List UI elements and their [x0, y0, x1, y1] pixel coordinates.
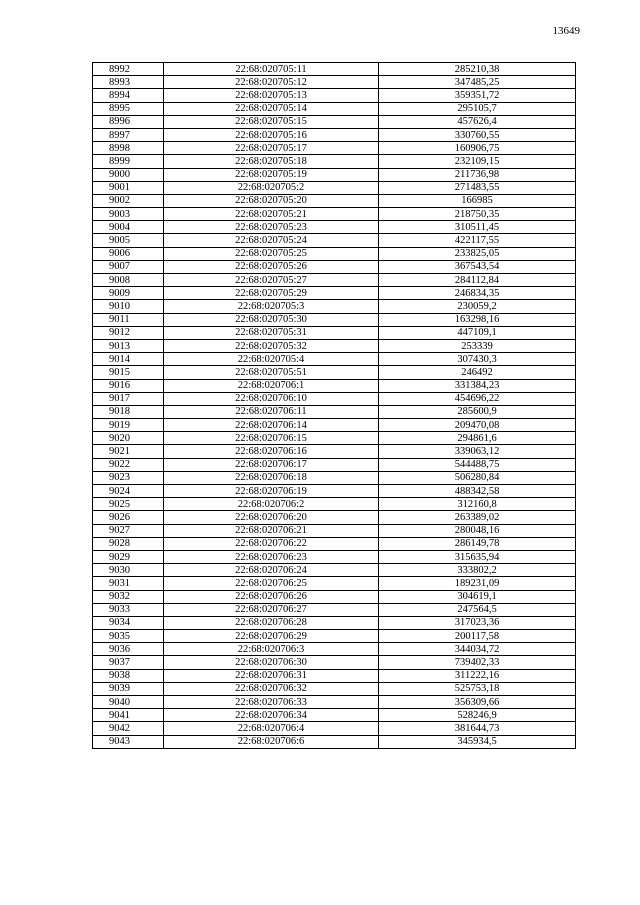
cadastral-number-cell: 22:68:020706:28 — [164, 616, 379, 629]
value-cell: 359351,72 — [379, 89, 576, 102]
cadastral-number-cell: 22:68:020706:18 — [164, 471, 379, 484]
cadastral-number-cell: 22:68:020705:26 — [164, 260, 379, 273]
cadastral-number-cell: 22:68:020706:6 — [164, 735, 379, 748]
table-row — [93, 577, 576, 590]
row-number-cell: 9039 — [93, 682, 164, 695]
table-row — [93, 339, 576, 352]
table-row — [93, 564, 576, 577]
table-row — [93, 630, 576, 643]
cadastral-number-cell: 22:68:020705:3 — [164, 300, 379, 313]
value-cell: 285210,38 — [379, 63, 576, 76]
value-cell: 284112,84 — [379, 274, 576, 287]
cadastral-number-cell: 22:68:020705:16 — [164, 128, 379, 141]
table-row — [93, 445, 576, 458]
value-cell: 312160,8 — [379, 498, 576, 511]
value-cell: 246834,35 — [379, 287, 576, 300]
row-number-cell: 9032 — [93, 590, 164, 603]
value-cell: 506280,84 — [379, 471, 576, 484]
value-cell: 200117,58 — [379, 630, 576, 643]
row-number-cell: 9002 — [93, 194, 164, 207]
cadastral-number-cell: 22:68:020705:14 — [164, 102, 379, 115]
cadastral-number-cell: 22:68:020705:25 — [164, 247, 379, 260]
table-row — [93, 366, 576, 379]
row-number-cell: 8997 — [93, 128, 164, 141]
table-row — [93, 458, 576, 471]
row-number-cell: 9040 — [93, 696, 164, 709]
value-cell: 317023,36 — [379, 616, 576, 629]
table-row — [93, 550, 576, 563]
value-cell: 310511,45 — [379, 221, 576, 234]
cadastral-number-cell: 22:68:020706:1 — [164, 379, 379, 392]
table-row — [93, 735, 576, 748]
cadastral-number-cell: 22:68:020706:27 — [164, 603, 379, 616]
table-row — [93, 353, 576, 366]
table-row — [93, 76, 576, 89]
row-number-cell: 9028 — [93, 537, 164, 550]
value-cell: 271483,55 — [379, 181, 576, 194]
value-cell: 211736,98 — [379, 168, 576, 181]
cadastral-number-cell: 22:68:020705:20 — [164, 194, 379, 207]
table-row — [93, 709, 576, 722]
row-number-cell: 9029 — [93, 550, 164, 563]
cadastral-number-cell: 22:68:020705:27 — [164, 274, 379, 287]
value-cell: 166985 — [379, 194, 576, 207]
value-cell: 230059,2 — [379, 300, 576, 313]
cadastral-number-cell: 22:68:020705:15 — [164, 115, 379, 128]
value-cell: 160906,75 — [379, 142, 576, 155]
row-number-cell: 9037 — [93, 656, 164, 669]
table-row — [93, 326, 576, 339]
table-row — [93, 392, 576, 405]
cadastral-number-cell: 22:68:020705:21 — [164, 208, 379, 221]
row-number-cell: 9020 — [93, 432, 164, 445]
row-number-cell: 9041 — [93, 709, 164, 722]
table-row — [93, 603, 576, 616]
row-number-cell: 9006 — [93, 247, 164, 260]
row-number-cell: 9025 — [93, 498, 164, 511]
value-cell: 339063,12 — [379, 445, 576, 458]
cadastral-number-cell: 22:68:020705:30 — [164, 313, 379, 326]
cadastral-number-cell: 22:68:020706:17 — [164, 458, 379, 471]
table-row — [93, 379, 576, 392]
row-number-cell: 9027 — [93, 524, 164, 537]
cadastral-number-cell: 22:68:020706:31 — [164, 669, 379, 682]
table-row — [93, 260, 576, 273]
row-number-cell: 9011 — [93, 313, 164, 326]
cadastral-number-cell: 22:68:020706:16 — [164, 445, 379, 458]
cadastral-number-cell: 22:68:020705:29 — [164, 287, 379, 300]
value-cell: 739402,33 — [379, 656, 576, 669]
row-number-cell: 9017 — [93, 392, 164, 405]
cadastral-number-cell: 22:68:020706:2 — [164, 498, 379, 511]
row-number-cell: 8998 — [93, 142, 164, 155]
table-row — [93, 247, 576, 260]
value-cell: 525753,18 — [379, 682, 576, 695]
row-number-cell: 9031 — [93, 577, 164, 590]
table-row — [93, 168, 576, 181]
table-row — [93, 643, 576, 656]
page-number: 13649 — [552, 25, 580, 37]
value-cell: 294861,6 — [379, 432, 576, 445]
value-cell: 422117,55 — [379, 234, 576, 247]
cadastral-number-cell: 22:68:020705:17 — [164, 142, 379, 155]
table-row — [93, 590, 576, 603]
row-number-cell: 9000 — [93, 168, 164, 181]
value-cell: 331384,23 — [379, 379, 576, 392]
row-number-cell: 9015 — [93, 366, 164, 379]
table-row — [93, 405, 576, 418]
value-cell: 356309,66 — [379, 696, 576, 709]
row-number-cell: 9033 — [93, 603, 164, 616]
value-cell: 304619,1 — [379, 590, 576, 603]
value-cell: 345934,5 — [379, 735, 576, 748]
value-cell: 307430,3 — [379, 353, 576, 366]
row-number-cell: 9012 — [93, 326, 164, 339]
row-number-cell: 9024 — [93, 485, 164, 498]
value-cell: 528246,9 — [379, 709, 576, 722]
value-cell: 232109,15 — [379, 155, 576, 168]
row-number-cell: 9022 — [93, 458, 164, 471]
value-cell: 344034,72 — [379, 643, 576, 656]
cadastral-number-cell: 22:68:020705:32 — [164, 339, 379, 352]
table-row — [93, 471, 576, 484]
value-cell: 246492 — [379, 366, 576, 379]
cadastral-number-cell: 22:68:020705:4 — [164, 353, 379, 366]
value-cell: 367543,54 — [379, 260, 576, 273]
table-row — [93, 485, 576, 498]
value-cell: 233825,05 — [379, 247, 576, 260]
cadastral-number-cell: 22:68:020706:23 — [164, 550, 379, 563]
row-number-cell: 9005 — [93, 234, 164, 247]
value-cell: 330760,55 — [379, 128, 576, 141]
cadastral-number-cell: 22:68:020705:19 — [164, 168, 379, 181]
cadastral-number-cell: 22:68:020705:18 — [164, 155, 379, 168]
row-number-cell: 9023 — [93, 471, 164, 484]
cadastral-number-cell: 22:68:020706:20 — [164, 511, 379, 524]
table-row — [93, 656, 576, 669]
cadastral-number-cell: 22:68:020706:24 — [164, 564, 379, 577]
row-number-cell: 9013 — [93, 339, 164, 352]
table-row — [93, 432, 576, 445]
cadastral-number-cell: 22:68:020705:13 — [164, 89, 379, 102]
value-cell: 457626,4 — [379, 115, 576, 128]
table-row — [93, 63, 576, 76]
value-cell: 333802,2 — [379, 564, 576, 577]
cadastral-number-cell: 22:68:020706:25 — [164, 577, 379, 590]
row-number-cell: 9021 — [93, 445, 164, 458]
row-number-cell: 9008 — [93, 274, 164, 287]
row-number-cell: 9034 — [93, 616, 164, 629]
row-number-cell: 9043 — [93, 735, 164, 748]
table-row — [93, 234, 576, 247]
value-cell: 488342,58 — [379, 485, 576, 498]
table-row — [93, 682, 576, 695]
row-number-cell: 9026 — [93, 511, 164, 524]
value-cell: 263389,02 — [379, 511, 576, 524]
row-number-cell: 9036 — [93, 643, 164, 656]
table-row — [93, 287, 576, 300]
row-number-cell: 8996 — [93, 115, 164, 128]
cadastral-number-cell: 22:68:020705:11 — [164, 63, 379, 76]
table-row — [93, 155, 576, 168]
table-row — [93, 181, 576, 194]
row-number-cell: 8995 — [93, 102, 164, 115]
row-number-cell: 9004 — [93, 221, 164, 234]
row-number-cell: 9030 — [93, 564, 164, 577]
row-number-cell: 9007 — [93, 260, 164, 273]
value-cell: 381644,73 — [379, 722, 576, 735]
value-cell: 163298,16 — [379, 313, 576, 326]
value-cell: 295105,7 — [379, 102, 576, 115]
value-cell: 454696,22 — [379, 392, 576, 405]
row-number-cell: 9018 — [93, 405, 164, 418]
table-row — [93, 221, 576, 234]
value-cell: 189231,09 — [379, 577, 576, 590]
value-cell: 280048,16 — [379, 524, 576, 537]
table-row — [93, 537, 576, 550]
row-number-cell: 8992 — [93, 63, 164, 76]
table-row — [93, 89, 576, 102]
cadastral-number-cell: 22:68:020706:3 — [164, 643, 379, 656]
cadastral-number-cell: 22:68:020706:33 — [164, 696, 379, 709]
value-cell: 253339 — [379, 339, 576, 352]
cadastral-number-cell: 22:68:020705:23 — [164, 221, 379, 234]
table-row — [93, 194, 576, 207]
value-cell: 544488,75 — [379, 458, 576, 471]
cadastral-number-cell: 22:68:020706:26 — [164, 590, 379, 603]
value-cell: 447109,1 — [379, 326, 576, 339]
cadastral-number-cell: 22:68:020706:21 — [164, 524, 379, 537]
table-row — [93, 313, 576, 326]
cadastral-number-cell: 22:68:020706:4 — [164, 722, 379, 735]
data-table — [92, 62, 576, 749]
table-row — [93, 419, 576, 432]
table-row — [93, 669, 576, 682]
row-number-cell: 9019 — [93, 419, 164, 432]
cadastral-number-cell: 22:68:020706:22 — [164, 537, 379, 550]
cadastral-number-cell: 22:68:020706:30 — [164, 656, 379, 669]
cadastral-number-cell: 22:68:020706:15 — [164, 432, 379, 445]
table-row — [93, 274, 576, 287]
cadastral-number-cell: 22:68:020705:24 — [164, 234, 379, 247]
row-number-cell: 9042 — [93, 722, 164, 735]
cadastral-number-cell: 22:68:020706:32 — [164, 682, 379, 695]
table-row — [93, 524, 576, 537]
table-row — [93, 208, 576, 221]
value-cell: 218750,35 — [379, 208, 576, 221]
row-number-cell: 8994 — [93, 89, 164, 102]
value-cell: 311222,16 — [379, 669, 576, 682]
row-number-cell: 8993 — [93, 76, 164, 89]
cadastral-number-cell: 22:68:020706:10 — [164, 392, 379, 405]
table-row — [93, 498, 576, 511]
row-number-cell: 8999 — [93, 155, 164, 168]
row-number-cell: 9014 — [93, 353, 164, 366]
row-number-cell: 9010 — [93, 300, 164, 313]
value-cell: 286149,78 — [379, 537, 576, 550]
cadastral-number-cell: 22:68:020706:19 — [164, 485, 379, 498]
table-row — [93, 511, 576, 524]
row-number-cell: 9038 — [93, 669, 164, 682]
table-row — [93, 722, 576, 735]
cadastral-number-cell: 22:68:020705:51 — [164, 366, 379, 379]
table-row — [93, 616, 576, 629]
cadastral-number-cell: 22:68:020706:14 — [164, 419, 379, 432]
row-number-cell: 9003 — [93, 208, 164, 221]
cadastral-number-cell: 22:68:020706:29 — [164, 630, 379, 643]
table-row — [93, 128, 576, 141]
table-row — [93, 115, 576, 128]
table-row — [93, 102, 576, 115]
cadastral-number-cell: 22:68:020705:31 — [164, 326, 379, 339]
cadastral-number-cell: 22:68:020705:12 — [164, 76, 379, 89]
cadastral-number-cell: 22:68:020705:2 — [164, 181, 379, 194]
value-cell: 315635,94 — [379, 550, 576, 563]
row-number-cell: 9009 — [93, 287, 164, 300]
table-row — [93, 300, 576, 313]
cadastral-number-cell: 22:68:020706:11 — [164, 405, 379, 418]
table-row — [93, 142, 576, 155]
value-cell: 285600,9 — [379, 405, 576, 418]
table-body — [93, 63, 576, 749]
value-cell: 247564,5 — [379, 603, 576, 616]
row-number-cell: 9035 — [93, 630, 164, 643]
cadastral-number-cell: 22:68:020706:34 — [164, 709, 379, 722]
row-number-cell: 9016 — [93, 379, 164, 392]
table-row — [93, 696, 576, 709]
row-number-cell: 9001 — [93, 181, 164, 194]
value-cell: 347485,25 — [379, 76, 576, 89]
value-cell: 209470,08 — [379, 419, 576, 432]
